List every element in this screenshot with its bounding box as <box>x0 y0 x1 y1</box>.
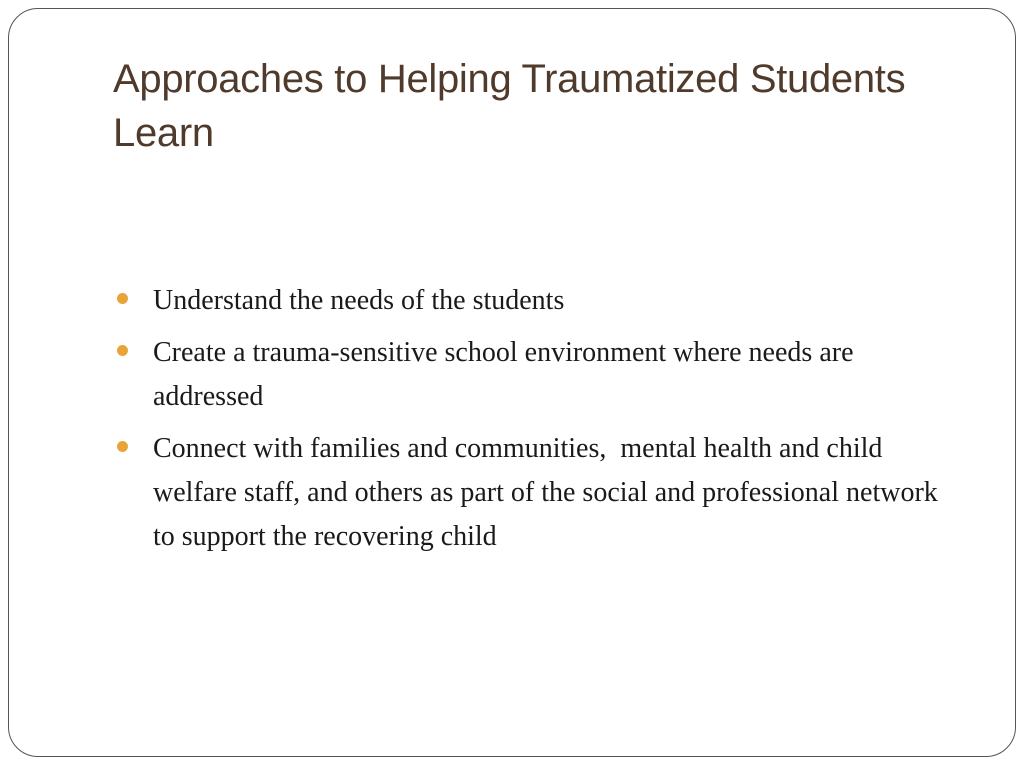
bullet-item <box>113 279 963 323</box>
bullet-item <box>113 427 963 559</box>
bullet-text: Connect with families and communities, mental health and child welfare staff, and others as part of the social and professional network to support the recovering child <box>153 433 945 552</box>
bullet-text: Create a trauma-sensitive school environment where needs are addressed <box>153 337 854 412</box>
bullet-item <box>113 331 963 419</box>
bullet-list <box>113 279 963 567</box>
bullet-dot-icon <box>117 293 128 304</box>
bullet-text: Understand the needs of the students <box>153 285 565 316</box>
slide-title: Approaches to Helping Traumatized Students Learn <box>113 57 906 155</box>
bullet-dot-icon <box>117 345 128 356</box>
slide-frame <box>8 8 1016 757</box>
bullet-dot-icon <box>117 441 128 452</box>
